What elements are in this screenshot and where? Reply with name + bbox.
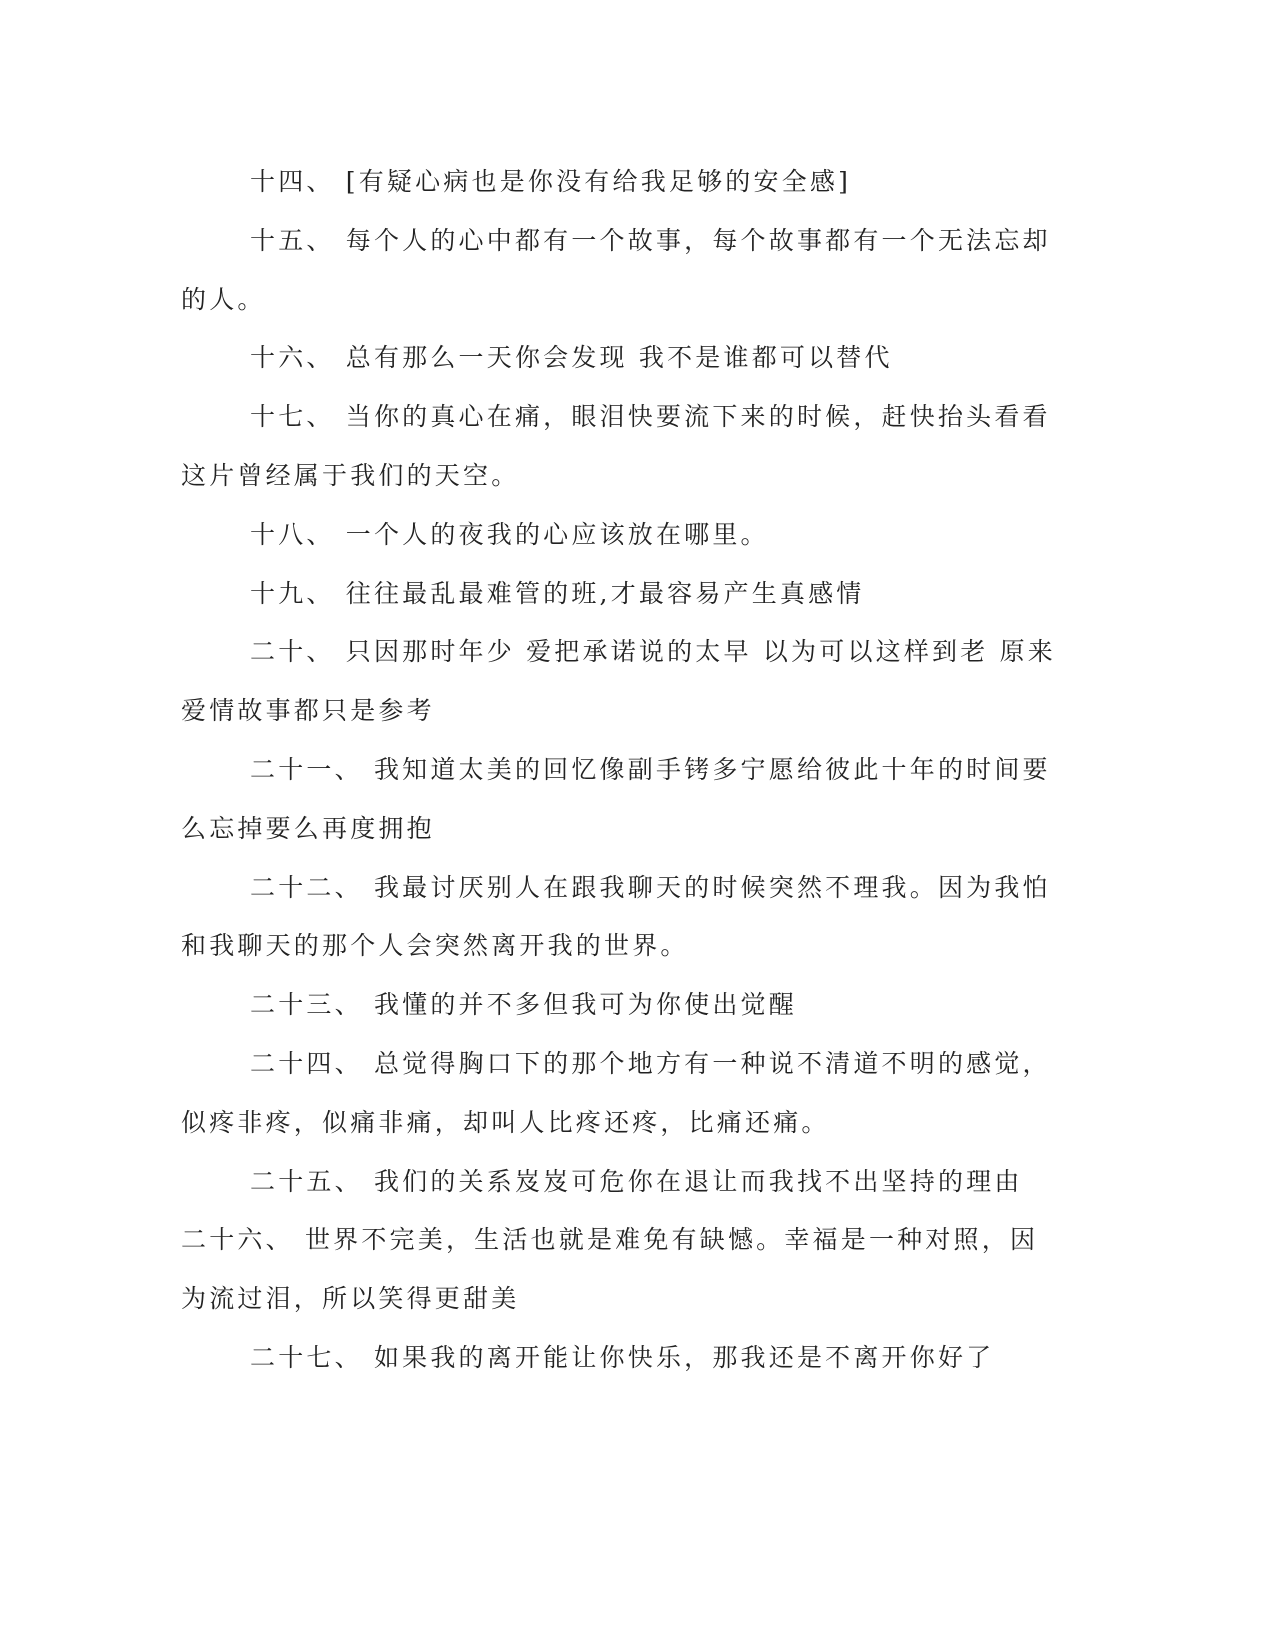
item-25: 二十五、 我们的关系岌岌可危你在退让而我找不出坚持的理由 bbox=[250, 1167, 1023, 1196]
item-21: 二十一、 我知道太美的回忆像副手铐多宁愿给彼此十年的时间要 bbox=[250, 755, 1051, 784]
item-22-continued: 和我聊天的那个人会突然离开我的世界。 bbox=[181, 931, 689, 960]
item-21-continued: 么忘掉要么再度拥抱 bbox=[181, 814, 435, 843]
item-15-continued: 的人。 bbox=[181, 285, 266, 314]
item-24: 二十四、 总觉得胸口下的那个地方有一种说不清道不明的感觉， bbox=[250, 1049, 1051, 1078]
item-22: 二十二、 我最讨厌别人在跟我聊天的时候突然不理我。因为我怕 bbox=[250, 873, 1051, 902]
item-19: 十九、 往往最乱最难管的班,才最容易产生真感情 bbox=[250, 579, 865, 608]
item-20-continued: 爱情故事都只是参考 bbox=[181, 696, 435, 725]
item-17: 十七、 当你的真心在痛，眼泪快要流下来的时候，赶快抬头看看 bbox=[250, 402, 1051, 431]
item-26: 二十六、 世界不完美，生活也就是难免有缺憾。幸福是一种对照，因 bbox=[181, 1225, 1039, 1254]
item-17-continued: 这片曾经属于我们的天空。 bbox=[181, 461, 520, 490]
item-18: 十八、 一个人的夜我的心应该放在哪里。 bbox=[250, 520, 769, 549]
item-23: 二十三、 我懂的并不多但我可为你使出觉醒 bbox=[250, 990, 797, 1019]
item-16: 十六、 总有那么一天你会发现 我不是谁都可以替代 bbox=[250, 343, 893, 372]
item-14: 十四、 [有疑心病也是你没有给我足够的安全感] bbox=[250, 167, 852, 196]
item-20: 二十、 只因那时年少 爱把承诺说的太早 以为可以这样到老 原来 bbox=[250, 637, 1056, 666]
item-24-continued: 似疼非疼，似痛非痛，却叫人比疼还疼，比痛还痛。 bbox=[181, 1108, 830, 1137]
item-15: 十五、 每个人的心中都有一个故事，每个故事都有一个无法忘却 bbox=[250, 226, 1051, 255]
item-27: 二十七、 如果我的离开能让你快乐，那我还是不离开你好了 bbox=[250, 1343, 995, 1372]
item-26-continued: 为流过泪，所以笑得更甜美 bbox=[181, 1284, 520, 1313]
